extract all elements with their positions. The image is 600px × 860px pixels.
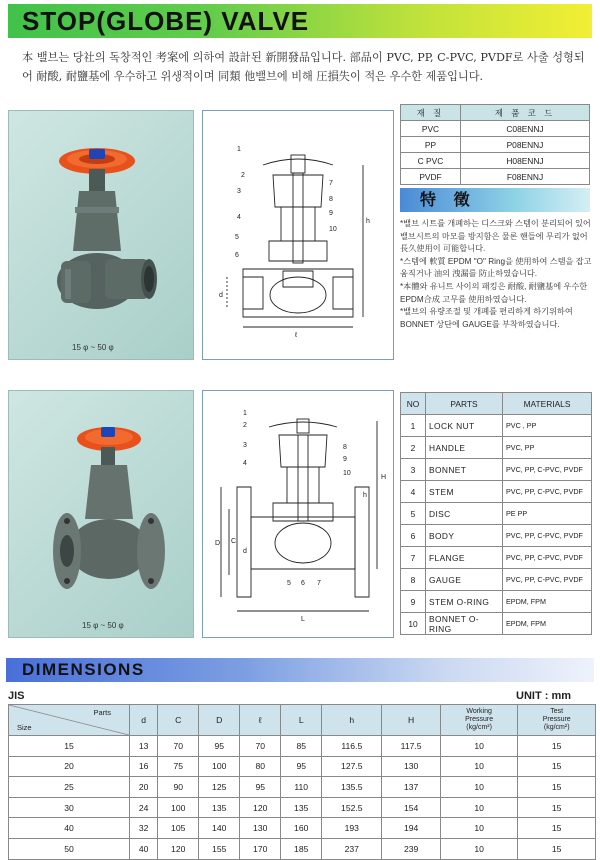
dim-H: H [381, 474, 387, 481]
table-row [9, 756, 596, 777]
cell: 32 [130, 818, 158, 839]
cell: BONNET [426, 459, 503, 481]
page-title: STOP(GLOBE) VALVE [22, 6, 310, 36]
cell: 185 [281, 838, 322, 859]
table-row [9, 777, 596, 798]
callout-6: 6 [235, 252, 239, 259]
cell: PVC, PP, C-PVC, PVDF [503, 569, 592, 591]
cell: F08ENNJ [460, 169, 589, 185]
size-cell: 30 [9, 797, 130, 818]
cell: 75 [158, 756, 199, 777]
cell: 120 [158, 838, 199, 859]
feature-item: *밸브 시트를 개폐하는 디스크와 스템이 분리되어 있어 밸브시트의 마모를 방지함은 물론 핸들에 무리가 없어 長久使用이 可能합니다. [400, 219, 591, 254]
cell: P08ENNJ [460, 137, 589, 153]
cross-section-drawing-flanged [202, 390, 394, 638]
cell: 130 [382, 756, 440, 777]
cell: 15 [518, 818, 596, 839]
size-cell: 50 [9, 838, 130, 859]
cell: 4 [401, 481, 426, 503]
cell: 154 [382, 797, 440, 818]
cell: PE PP [503, 503, 592, 525]
header-line: Test [550, 708, 564, 715]
threaded-valve-drawing [203, 111, 393, 359]
cross-section-drawing-threaded [202, 110, 394, 360]
cell: 10 [440, 777, 518, 798]
materials-column-header: MATERIALS [503, 393, 592, 415]
callout-1: 1 [243, 410, 247, 417]
cell: 9 [401, 591, 426, 613]
cell: 24 [130, 797, 158, 818]
cell: STEM O-RING [426, 591, 503, 613]
cell: 239 [382, 838, 440, 859]
cell: 90 [158, 777, 199, 798]
cell: 5 [401, 503, 426, 525]
cell: H08ENNJ [460, 153, 589, 169]
cell: 15 [518, 736, 596, 757]
cell: 3 [401, 459, 426, 481]
callout-7: 7 [329, 180, 333, 187]
cell: 20 [130, 777, 158, 798]
table-row [401, 415, 592, 437]
table-header-row [9, 705, 596, 736]
cell: 10 [440, 818, 518, 839]
header-line: Working [466, 708, 492, 715]
table-header-row [401, 393, 592, 415]
size-cell: 40 [9, 818, 130, 839]
col-header-test-pressure [518, 705, 596, 736]
cell: 95 [240, 777, 281, 798]
product-photo-threaded [8, 110, 194, 360]
cell: 237 [322, 838, 382, 859]
parts-materials-table [400, 392, 592, 635]
corner-size-label: Size [17, 723, 32, 732]
cell: PVC, PP, C-PVC, PVDF [503, 547, 592, 569]
table-row [401, 121, 590, 137]
table-row [9, 797, 596, 818]
cell: EPDM, FPM [503, 591, 592, 613]
table-row [9, 838, 596, 859]
cell: HANDLE [426, 437, 503, 459]
dim-l: ℓ [295, 332, 298, 339]
dimensions-table-body [9, 736, 596, 860]
col-header-working-pressure [440, 705, 518, 736]
feature-item: *本體와 유니트 사이의 패킹은 耐酸, 耐鹽基에 우수한 EPDM合成 고무를 使用하였습니다. [400, 281, 588, 304]
cell: 100 [158, 797, 199, 818]
callout-3: 3 [243, 442, 247, 449]
cell: C PVC [401, 153, 461, 169]
cell: 135 [199, 797, 240, 818]
threaded-valve-image [9, 111, 193, 359]
cell: LOCK NUT [426, 415, 503, 437]
cell: 140 [199, 818, 240, 839]
product-photo-flanged [8, 390, 194, 638]
unit-label: UNIT : mm [516, 690, 571, 702]
callout-5: 5 [235, 234, 239, 241]
cell: 15 [518, 797, 596, 818]
cell: 125 [199, 777, 240, 798]
dimensions-table [8, 704, 596, 860]
cell: 10 [401, 613, 426, 635]
cell: BODY [426, 525, 503, 547]
material-column-header: 재 질 [401, 105, 461, 121]
cell: PVC, PP, C-PVC, PVDF [503, 481, 592, 503]
callout-10: 10 [329, 226, 337, 233]
cell: PVC, PP, C-PVC, PVDF [503, 459, 592, 481]
dim-d: d [243, 548, 247, 555]
cell: 160 [281, 818, 322, 839]
cell: C08ENNJ [460, 121, 589, 137]
cell: 95 [281, 756, 322, 777]
no-column-header: NO [401, 393, 426, 415]
features-list [400, 218, 592, 331]
header-line: (kg/cm²) [543, 724, 570, 731]
cell: 7 [401, 547, 426, 569]
col-header-C: C [158, 705, 199, 736]
header-line: Pressure [465, 716, 494, 723]
intro-text: 本 밸브는 당社의 독창적인 考案에 의하여 設計된 新開發品입니다. 部品이 PVC, PP, C-PVC, PVDF로 사출 성형되어 耐酸, 耐鹽基에 우수하고 위생적이며 同類 他밸브에 비해 圧損失이 적은 우수한 제품입니다. [22, 51, 585, 83]
feature-item: *스템에 軟質 EPDM "O" Ring을 使用하여 스템을 잡고 움직거나 油의 洩漏를 防止하였습니다. [400, 256, 592, 279]
cell: PVC, PP, C-PVC, PVDF [503, 525, 592, 547]
header-line: (kg/cm²) [466, 724, 492, 731]
cell: PVDF [401, 169, 461, 185]
dim-d: d [219, 292, 223, 299]
product-code-table [400, 104, 590, 185]
cell: PVC, PP [503, 437, 592, 459]
parts-column-header: PARTS [426, 393, 503, 415]
table-row [9, 736, 596, 757]
table-row [401, 525, 592, 547]
callout-8: 8 [329, 196, 333, 203]
callout-2: 2 [241, 172, 245, 179]
callout-9: 9 [343, 456, 347, 463]
table-row [401, 459, 592, 481]
callout-1: 1 [237, 146, 241, 153]
cell: 8 [401, 569, 426, 591]
cell: 40 [130, 838, 158, 859]
table-row [401, 503, 592, 525]
table-row [401, 153, 590, 169]
callout-2: 2 [243, 422, 247, 429]
table-row [9, 818, 596, 839]
col-header-l: ℓ [240, 705, 281, 736]
cell: 15 [518, 756, 596, 777]
callout-4: 4 [243, 460, 247, 467]
col-header-h: h [322, 705, 382, 736]
cell: 194 [382, 818, 440, 839]
cell: 135 [281, 797, 322, 818]
callout-8: 8 [343, 444, 347, 451]
cell: 2 [401, 437, 426, 459]
cell: PP [401, 137, 461, 153]
cell: 1 [401, 415, 426, 437]
col-header-L: L [281, 705, 322, 736]
callout-4: 4 [237, 214, 241, 221]
cell: EPDM, FPM [503, 613, 592, 635]
cell: 70 [240, 736, 281, 757]
cell: 16 [130, 756, 158, 777]
cell: 6 [401, 525, 426, 547]
cell: DISC [426, 503, 503, 525]
table-header-row [401, 105, 590, 121]
feature-item: *밸브의 유량조절 및 개폐를 편리하게 하기위하여 BONNET 상단에 GAUGE를 부착하였습니다. [400, 307, 573, 329]
table-row [401, 437, 592, 459]
flanged-valve-drawing [203, 391, 393, 637]
table-row [401, 613, 592, 635]
table-row [401, 169, 590, 185]
cell: PVC [401, 121, 461, 137]
cell: FLANGE [426, 547, 503, 569]
callout-3: 3 [237, 188, 241, 195]
callout-6: 6 [301, 580, 305, 587]
size-cell: 20 [9, 756, 130, 777]
cell: PVC , PP [503, 415, 592, 437]
cell: 135.5 [322, 777, 382, 798]
callout-5: 5 [287, 580, 291, 587]
cell: 10 [440, 736, 518, 757]
table-row [401, 137, 590, 153]
dim-h: h [366, 218, 370, 225]
cell: 155 [199, 838, 240, 859]
dim-L: L [301, 616, 305, 623]
table-row [401, 481, 592, 503]
flanged-valve-image [9, 391, 193, 637]
col-header-d: d [130, 705, 158, 736]
cell: 170 [240, 838, 281, 859]
cell: 15 [518, 777, 596, 798]
cell: 120 [240, 797, 281, 818]
cell: 85 [281, 736, 322, 757]
table-row [401, 591, 592, 613]
size-cell: 25 [9, 777, 130, 798]
dim-D: D [215, 540, 221, 547]
dimensions-title: DIMENSIONS [22, 660, 145, 679]
cell: 110 [281, 777, 322, 798]
corner-parts-label: Parts [93, 708, 111, 717]
standard-label: JIS [8, 690, 25, 702]
cell: 137 [382, 777, 440, 798]
callout-9: 9 [329, 210, 333, 217]
cell: 193 [322, 818, 382, 839]
cell: GAUGE [426, 569, 503, 591]
size-cell: 15 [9, 736, 130, 757]
callout-10: 10 [343, 470, 351, 477]
cell: 13 [130, 736, 158, 757]
corner-header [9, 705, 130, 736]
dim-h: h [363, 492, 367, 499]
cell: STEM [426, 481, 503, 503]
cell: 10 [440, 756, 518, 777]
cell: 15 [518, 838, 596, 859]
cell: 117.5 [382, 736, 440, 757]
header-line: Pressure [542, 716, 571, 723]
cell: 130 [240, 818, 281, 839]
code-column-header: 제 품 코 드 [460, 105, 589, 121]
photo-caption-2: 15 φ ~ 50 φ [82, 621, 124, 630]
col-header-D: D [199, 705, 240, 736]
cell: BONNET O-RING [426, 613, 503, 635]
col-header-H: H [382, 705, 440, 736]
table-row [401, 547, 592, 569]
photo-caption-1: 15 φ ~ 50 φ [72, 343, 114, 352]
cell: 10 [440, 838, 518, 859]
cell: 100 [199, 756, 240, 777]
table-row [401, 569, 592, 591]
cell: 80 [240, 756, 281, 777]
cell: 152.5 [322, 797, 382, 818]
cell: 70 [158, 736, 199, 757]
features-title: 特 徵 [420, 190, 476, 209]
cell: 127.5 [322, 756, 382, 777]
cell: 95 [199, 736, 240, 757]
cell: 105 [158, 818, 199, 839]
cell: 116.5 [322, 736, 382, 757]
cell: 10 [440, 797, 518, 818]
dim-C: C [231, 538, 237, 545]
callout-7: 7 [317, 580, 321, 587]
